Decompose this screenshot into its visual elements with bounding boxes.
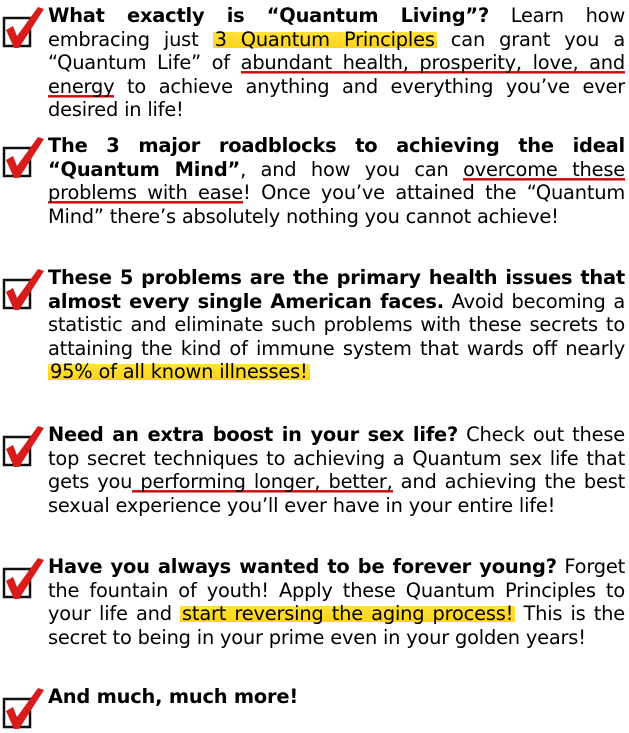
item-text: Have you always wanted to be forever young? Forget the fountain of youth! Apply these Quantum Principles to your life and start reversing the aging process! This is the secret to being in your prime even in your golden years! [48, 555, 626, 649]
item-lead: The 3 major roadblocks to achieving the ideal “Quantum Mind” [48, 134, 625, 181]
item-lead: What exactly is “Quantum Living”? [48, 4, 489, 27]
item-lead: Have you always wanted to be forever young? [48, 555, 557, 578]
item-text: The 3 major roadblocks to achieving the ideal “Quantum Mind”, and how you can overcome these problems with ease! Once you’ve attained the “Quantum Mind” there’s absolutely nothing you cannot achieve! [48, 134, 626, 228]
item-text: What exactly is “Quantum Living”? Learn how embracing just 3 Quantum Principles can grant you a “Quantum Life” of abundant health, prosperity, love, and energy to achieve anything and everything you’ve ever desired in life! [48, 4, 626, 121]
item-text: Need an extra boost in your sex life? Check out these top secret techniques to achieving a Quantum sex life that gets you performing longer, better, and achieving the best sexual experience you’ll ever have in your entire life! [48, 423, 625, 517]
red-underline: overcome these problems with ease [48, 157, 625, 204]
item-lead: And much, much more! [48, 685, 299, 708]
red-check-icon [2, 136, 46, 180]
red-underline: performing longer, better, [132, 470, 393, 493]
item-text [48, 685, 625, 709]
red-underline: abundant health, prosperity, love, and energy [48, 51, 625, 98]
highlight: 95% of all known illnesses! [50, 360, 308, 383]
item-text: These 5 problems are the primary health issues that almost every single American faces. Avoid becoming a statistic and eliminate such problems with these secrets to attaining the kind of immune system that wards off nearly 95% of all known illnesses! [48, 266, 625, 383]
item-lead: These 5 problems are the primary health issues that almost every single American faces. [48, 266, 625, 313]
red-check-icon [2, 557, 46, 601]
highlight: 3 Quantum Principles [214, 27, 435, 51]
item-lead: Need an extra boost in your sex life? [48, 423, 459, 446]
red-check-icon [2, 687, 46, 731]
highlight: start reversing the aging process! [182, 602, 514, 625]
red-check-icon [2, 6, 46, 50]
red-check-icon [2, 425, 46, 469]
red-check-icon [2, 268, 46, 312]
